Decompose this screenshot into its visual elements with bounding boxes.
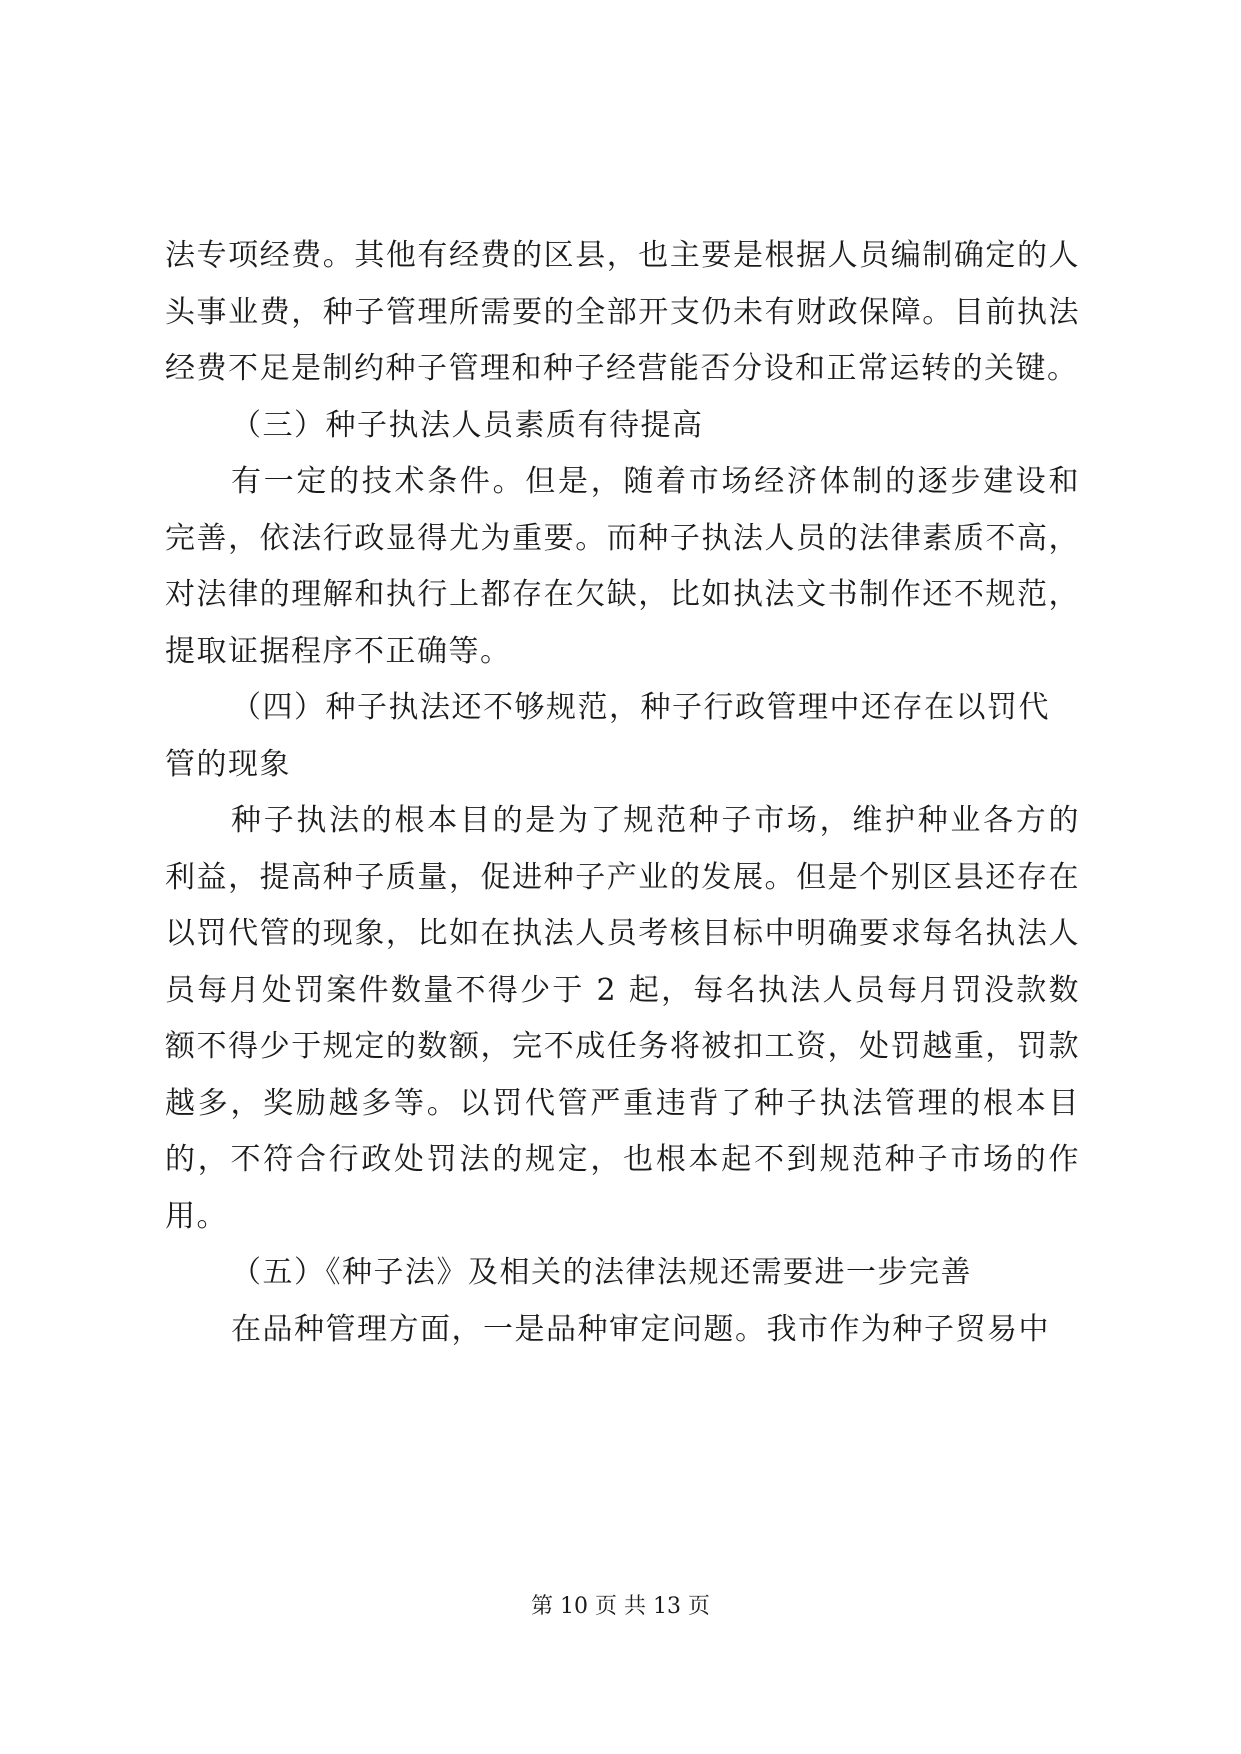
page-number-footer: 第 10 页 共 13 页 — [531, 1594, 710, 1619]
heading-section-4: （四）种子执法还不够规范，种子行政管理中还存在以罚代管的现象 — [165, 690, 1050, 782]
heading-section-5: （五）《种子法》及相关的法律法规还需要进一步完善 — [231, 1255, 972, 1290]
paragraph-variety-management: 在品种管理方面，一是品种审定问题。我市作为种子贸易中 — [231, 1311, 1050, 1347]
paragraph-personnel-quality: 有一定的技术条件。但是，随着市场经济体制的逐步建设和完善，依法行政显得尤为重要。而种子执法人员的法律素质不高，对法律的理解和执行上都存在欠缺，比如执法文书制作还不规范，提取证据程序不正确等。 — [165, 464, 1080, 669]
paragraph-funding: 法专项经费。其他有经费的区县，也主要是根据人员编制确定的人头事业费，种子管理所需要的全部开支仍未有财政保障。目前执法经费不足是制约种子管理和种子经营能否分设和正常运转的关键。 — [165, 238, 1080, 386]
document-body — [165, 228, 1080, 1358]
paragraph-penalty-management: 种子执法的根本目的是为了规范种子市场，维护种业各方的利益，提高种子质量，促进种子产业的发展。但是个别区县还存在以罚代管的现象，比如在执法人员考核目标中明确要求每名执法人员每月处罚案件数量不得少于 2 起，每名执法人员每月罚没款数额不得少于规定的数额，完不成任务将被扣工资，处罚越重，罚款越多，奖励越多等。以罚代管严重违背了种子执法管理的根本目的，不符合行政处罚法的规定，也根本起不到规范种子市场的作用。 — [165, 803, 1080, 1234]
heading-section-3: （三）种子执法人员素质有待提高 — [231, 407, 704, 443]
